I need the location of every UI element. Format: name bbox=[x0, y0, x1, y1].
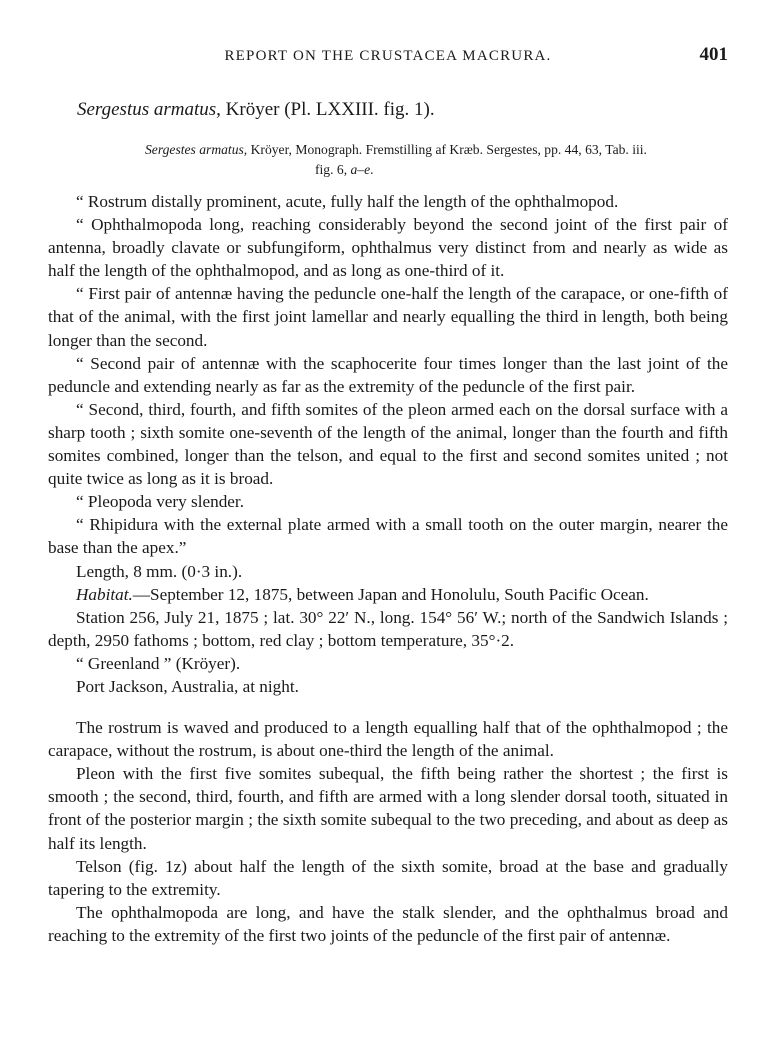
quoted-ophthalmopoda: “ Ophthalmopoda long, reaching considerably beyond the second joint of the first pair of antenna, broadly clavate or subfungiform, ophthalmus very distinct from and nearly as wide as half the length of the ophthalmopod, and as long as one-third of it. bbox=[48, 215, 728, 281]
quoted-pleon: “ Second, third, fourth, and fifth somites of the pleon armed each on the dorsal surface with a sharp tooth ; sixth somite one-seventh of the length of the animal, longer than the fourth and fifth somites combined, longer than the telson, and equal to the first and second somites united ; not quite twice as long as it is broad. bbox=[48, 399, 728, 489]
discussion-pleon: Pleon with the first five somites subequal, the fifth being rather the shortest ; the first is smooth ; the second, third, fourth, and fifth are armed with a long slender dorsal tooth, situated in front of the posterior margin ; the sixth somite subequal to the two preceding, and about as deep as half its length. bbox=[48, 764, 728, 853]
habitat-text: —September 12, 1875, between Japan and Honolulu, South Pacific Ocean. bbox=[132, 584, 649, 604]
species-author-ref: Kröyer (Pl. LXXIII. fig. 1). bbox=[220, 99, 435, 120]
species-heading bbox=[77, 98, 435, 122]
station-line: Station 256, July 21, 1875 ; lat. 30° 22′ N., long. 154° 56′ W.; north of the Sandwich Islands ; depth, 2950 fathoms ; bottom, red clay ; bottom temperature, 35°·2. bbox=[48, 607, 728, 650]
quoted-rostrum: “ Rostrum distally prominent, acute, fully half the length of the ophthalmopod. bbox=[76, 192, 619, 211]
section-gap bbox=[48, 698, 728, 716]
quoted-first-antennae: “ First pair of antennæ having the peduncle one-half the length of the carapace, or one-fifth of that of the animal, with the first joint lamellar and nearly equalling the third in length, both being longer than the second. bbox=[48, 284, 728, 350]
quoted-rhipidura: “ Rhipidura with the external plate armed with a small tooth on the outer margin, nearer the base than the apex.” bbox=[48, 515, 728, 558]
body-text bbox=[48, 190, 728, 947]
habitat-label: Habitat. bbox=[76, 584, 133, 604]
synonymy-entry bbox=[145, 140, 730, 180]
quoted-pleopoda: “ Pleopoda very slender. bbox=[76, 492, 245, 512]
synonymy-line bbox=[145, 140, 730, 160]
discussion-ophthalmopoda: The ophthalmopoda are long, and have the stalk slender, and the ophthalmus broad and reaching to the extremity of the first two joints of the peduncle of the first pair of antennæ. bbox=[48, 902, 728, 945]
synonym-end: . bbox=[370, 162, 374, 177]
greenland-line: “ Greenland ” (Kröyer). bbox=[76, 653, 241, 673]
habitat-line bbox=[48, 583, 728, 606]
synonym-figure: fig. 6, bbox=[315, 162, 351, 177]
running-title: REPORT ON THE CRUSTACEA MACRURA. bbox=[224, 48, 552, 64]
quoted-second-antennae: “ Second pair of antennæ with the scaphocerite four times longer than the last joint of the peduncle and extending nearly as far as the extremity of the peduncle of the first pair. bbox=[48, 353, 728, 396]
discussion-telson: Telson (fig. 1z) about half the length of the sixth somite, broad at the base and gradually tapering to the extremity. bbox=[48, 856, 728, 899]
port-jackson-line: Port Jackson, Australia, at night. bbox=[76, 676, 299, 696]
species-name: Sergestus armatus, bbox=[77, 99, 221, 120]
synonym-figure-parts: a–e bbox=[350, 162, 371, 177]
discussion-rostrum: The rostrum is waved and produced to a length equalling half that of the ophthalmopod ; the carapace, without the rostrum, is about one-third the length of the animal. bbox=[48, 718, 728, 761]
synonym-citation: Kröyer, Monograph. Fremstilling af Kræb. Sergestes, pp. 44, 63, Tab. iii. bbox=[247, 142, 647, 157]
synonym-name: Sergestes armatus, bbox=[145, 142, 248, 157]
running-head bbox=[0, 44, 776, 68]
page-number: 401 bbox=[699, 44, 728, 65]
synonymy-continuation bbox=[145, 160, 730, 180]
length-line: Length, 8 mm. (0·3 in.). bbox=[76, 561, 243, 581]
